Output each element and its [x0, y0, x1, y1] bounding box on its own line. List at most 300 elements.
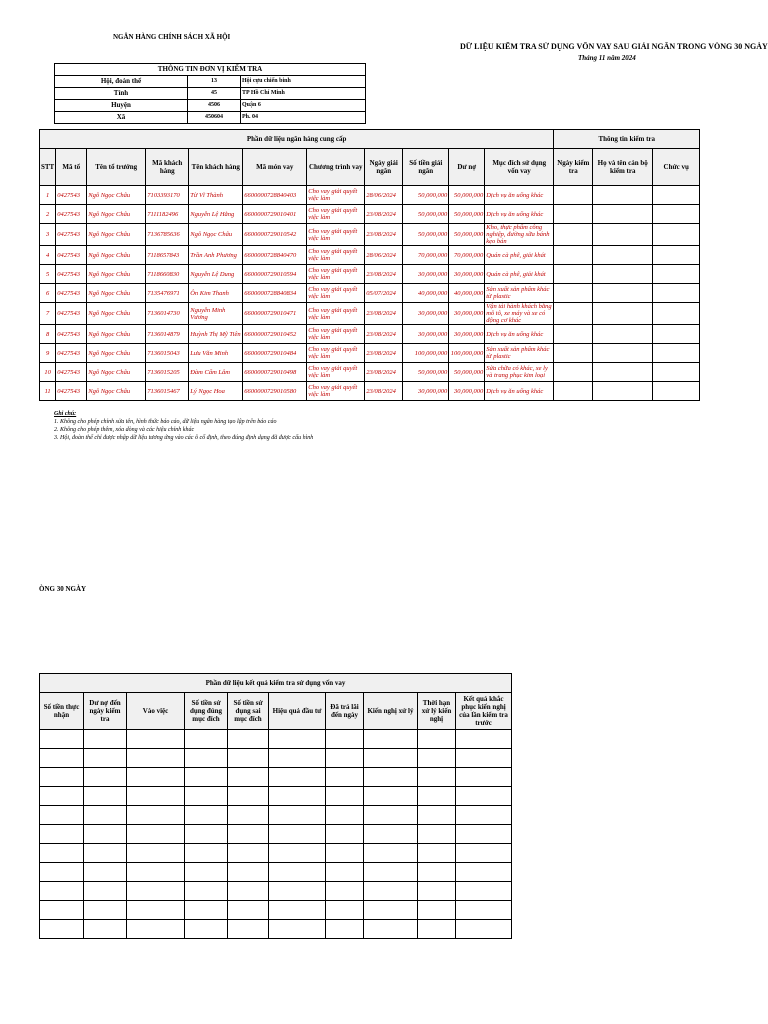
- table-cell: 30,000,000: [403, 382, 449, 401]
- input-cell[interactable]: [84, 920, 127, 939]
- input-cell[interactable]: [326, 768, 364, 787]
- input-cell[interactable]: [653, 186, 700, 205]
- table-cell: Ngô Ngọc Châu: [87, 325, 146, 344]
- table-cell: 23/08/2024: [365, 303, 403, 325]
- table-cell: 7136014879: [146, 325, 189, 344]
- input-cell[interactable]: [326, 844, 364, 863]
- column-header: Họ và tên cán bộ kiểm tra: [593, 149, 653, 186]
- input-cell[interactable]: [364, 768, 418, 787]
- input-cell[interactable]: [653, 205, 700, 224]
- input-cell[interactable]: [456, 901, 512, 920]
- input-cell[interactable]: [554, 186, 593, 205]
- input-cell[interactable]: [364, 882, 418, 901]
- table-cell: 6600000729010401: [243, 205, 307, 224]
- table-cell: 23/08/2024: [365, 344, 403, 363]
- input-cell[interactable]: [127, 882, 185, 901]
- input-cell[interactable]: [84, 825, 127, 844]
- input-cell[interactable]: [40, 787, 84, 806]
- input-cell[interactable]: [228, 749, 269, 768]
- table-cell: 7111182496: [146, 205, 189, 224]
- table-row: [40, 901, 512, 920]
- table-cell: 100,000,000: [449, 344, 485, 363]
- table-cell: 1: [40, 186, 56, 205]
- bank-data-group-header: Phần dữ liệu ngân hàng cung cấp: [40, 130, 554, 149]
- table-cell: Cho vay giải quyết việc làm: [307, 205, 365, 224]
- input-cell[interactable]: [40, 730, 84, 749]
- table-cell: Cho vay giải quyết việc làm: [307, 284, 365, 303]
- input-cell[interactable]: [554, 284, 593, 303]
- table-cell: 23/08/2024: [365, 363, 403, 382]
- input-cell[interactable]: [269, 787, 326, 806]
- table-cell: Cho vay giải quyết việc làm: [307, 363, 365, 382]
- input-cell[interactable]: [653, 344, 700, 363]
- input-cell[interactable]: [364, 901, 418, 920]
- input-cell[interactable]: [269, 730, 326, 749]
- table-cell: Huỳnh Thị Mỹ Tiên: [189, 325, 243, 344]
- input-cell[interactable]: [127, 920, 185, 939]
- table-cell: 0427543: [56, 205, 87, 224]
- input-cell[interactable]: [326, 920, 364, 939]
- input-cell[interactable]: [185, 749, 228, 768]
- input-cell[interactable]: [269, 768, 326, 787]
- column-header: Ngày giải ngân: [365, 149, 403, 186]
- unit-info-row: Tỉnh 45 TP Hồ Chí Minh: [55, 88, 366, 100]
- column-header: Thời hạn xử lý kiến nghị: [418, 693, 456, 730]
- input-cell[interactable]: [418, 901, 456, 920]
- input-cell[interactable]: [554, 363, 593, 382]
- input-cell[interactable]: [185, 920, 228, 939]
- table-cell: 11: [40, 382, 56, 401]
- input-cell[interactable]: [40, 901, 84, 920]
- note-item: 3. Hội, đoàn thể chỉ được nhập dữ liệu tương ứng vào các ô cố định, theo đúng định dạng đã được cấu hình: [54, 435, 314, 441]
- column-header: Dư nợ đến ngày kiểm tra: [84, 693, 127, 730]
- input-cell[interactable]: [228, 882, 269, 901]
- input-cell[interactable]: [593, 284, 653, 303]
- table-cell: Ngô Ngọc Châu: [87, 205, 146, 224]
- table-cell: 30,000,000: [449, 265, 485, 284]
- input-cell[interactable]: [228, 920, 269, 939]
- input-cell[interactable]: [554, 265, 593, 284]
- table-cell: 30,000,000: [449, 325, 485, 344]
- table-cell: Vận tải hành khách bằng mô tô, xe máy và xe có động cơ khác: [485, 303, 554, 325]
- note-item: 1. Không cho phép chỉnh sửa tên, hình thức báo cáo, dữ liệu ngân hàng tạo lập trên báo cáo: [54, 419, 277, 425]
- input-cell[interactable]: [456, 768, 512, 787]
- table-cell: Ôn Kim Thanh: [189, 284, 243, 303]
- table-row: [40, 265, 700, 284]
- table-row: [40, 844, 512, 863]
- table-cell: 2: [40, 205, 56, 224]
- input-cell[interactable]: [456, 844, 512, 863]
- table-cell: 6600000729010542: [243, 224, 307, 246]
- input-cell[interactable]: [418, 730, 456, 749]
- table-cell: 50,000,000: [403, 363, 449, 382]
- input-cell[interactable]: [593, 246, 653, 265]
- input-cell[interactable]: [653, 325, 700, 344]
- input-cell[interactable]: [653, 265, 700, 284]
- check-info-group-header: Thông tin kiểm tra: [554, 130, 700, 149]
- table-cell: 9: [40, 344, 56, 363]
- table-cell: Dịch vụ ăn uống khác: [485, 382, 554, 401]
- table-cell: 50,000,000: [449, 224, 485, 246]
- input-cell[interactable]: [653, 363, 700, 382]
- input-cell[interactable]: [127, 749, 185, 768]
- input-cell[interactable]: [84, 863, 127, 882]
- input-cell[interactable]: [185, 825, 228, 844]
- input-cell[interactable]: [593, 224, 653, 246]
- input-cell[interactable]: [269, 825, 326, 844]
- table-cell: 6: [40, 284, 56, 303]
- input-cell[interactable]: [185, 844, 228, 863]
- table-cell: Nguyễn Lệ Dung: [189, 265, 243, 284]
- column-header: Kết quả khắc phục kiến nghị của lần kiểm tra trước: [456, 693, 512, 730]
- column-header: Vào việc: [127, 693, 185, 730]
- table-cell: Ngô Ngọc Châu: [87, 363, 146, 382]
- table-cell: Kho, thực phẩm công nghiệp, đường sữa bánh kẹo bán: [485, 224, 554, 246]
- input-cell[interactable]: [554, 224, 593, 246]
- input-cell[interactable]: [593, 382, 653, 401]
- table-cell: 6600000729010452: [243, 325, 307, 344]
- input-cell[interactable]: [456, 882, 512, 901]
- table-cell: Cho vay giải quyết việc làm: [307, 382, 365, 401]
- input-cell[interactable]: [456, 787, 512, 806]
- table-cell: Cho vay giải quyết việc làm: [307, 344, 365, 363]
- table-cell: 0427543: [56, 246, 87, 265]
- column-header: Hiệu quả đầu tư: [269, 693, 326, 730]
- input-cell[interactable]: [554, 344, 593, 363]
- table-row: [40, 186, 700, 205]
- input-cell[interactable]: [228, 768, 269, 787]
- result-title: Phần dữ liệu kết quả kiểm tra sử dụng vốn vay: [40, 674, 512, 693]
- input-cell[interactable]: [418, 806, 456, 825]
- report-title: DỮ LIỆU KIỂM TRA SỬ DỤNG VỐN VAY SAU GIẢI NGÂN TRONG VÒNG 30 NGÀY: [460, 42, 768, 51]
- table-cell: 50,000,000: [449, 205, 485, 224]
- input-cell[interactable]: [185, 901, 228, 920]
- input-cell[interactable]: [228, 730, 269, 749]
- input-cell[interactable]: [554, 205, 593, 224]
- column-header: Kiến nghị xử lý: [364, 693, 418, 730]
- input-cell[interactable]: [653, 284, 700, 303]
- input-cell[interactable]: [456, 825, 512, 844]
- table-cell: Quán cà phê, giải khát: [485, 246, 554, 265]
- table-cell: 0427543: [56, 344, 87, 363]
- input-cell[interactable]: [364, 730, 418, 749]
- input-cell[interactable]: [554, 246, 593, 265]
- table-row: [40, 863, 512, 882]
- table-cell: Cho vay giải quyết việc làm: [307, 246, 365, 265]
- table-cell: 50,000,000: [449, 363, 485, 382]
- column-header: Ngày kiểm tra: [554, 149, 593, 186]
- input-cell[interactable]: [326, 901, 364, 920]
- input-cell[interactable]: [418, 844, 456, 863]
- table-cell: Cho vay giải quyết việc làm: [307, 186, 365, 205]
- input-cell[interactable]: [40, 844, 84, 863]
- input-cell[interactable]: [593, 303, 653, 325]
- input-cell[interactable]: [228, 806, 269, 825]
- table-row: [40, 825, 512, 844]
- table-cell: 28/06/2024: [365, 186, 403, 205]
- table-cell: 40,000,000: [403, 284, 449, 303]
- input-cell[interactable]: [84, 901, 127, 920]
- input-cell[interactable]: [554, 325, 593, 344]
- table-cell: Ngô Ngọc Châu: [87, 344, 146, 363]
- table-cell: 4: [40, 246, 56, 265]
- table-cell: Dịch vụ ăn uống khác: [485, 325, 554, 344]
- unit-info-table: [54, 63, 366, 124]
- input-cell[interactable]: [185, 863, 228, 882]
- input-cell[interactable]: [593, 205, 653, 224]
- input-cell[interactable]: [653, 224, 700, 246]
- input-cell[interactable]: [40, 749, 84, 768]
- table-cell: 50,000,000: [449, 186, 485, 205]
- input-cell[interactable]: [40, 768, 84, 787]
- table-cell: 6600000729010580: [243, 382, 307, 401]
- input-cell[interactable]: [326, 825, 364, 844]
- input-cell[interactable]: [456, 920, 512, 939]
- table-cell: 7103393170: [146, 186, 189, 205]
- table-cell: Sửa chữa có khác, xe ly và trang phục kim loại: [485, 363, 554, 382]
- input-cell[interactable]: [593, 344, 653, 363]
- table-cell: 100,000,000: [403, 344, 449, 363]
- input-cell[interactable]: [326, 787, 364, 806]
- table-cell: 0427543: [56, 363, 87, 382]
- table-row: [40, 363, 700, 382]
- table-cell: Ngô Ngọc Châu: [87, 303, 146, 325]
- table-cell: 7136785636: [146, 224, 189, 246]
- input-cell[interactable]: [185, 768, 228, 787]
- input-cell[interactable]: [84, 768, 127, 787]
- input-cell[interactable]: [228, 825, 269, 844]
- input-cell[interactable]: [269, 806, 326, 825]
- column-header: Mục đích sử dụng vốn vay: [485, 149, 554, 186]
- input-cell[interactable]: [326, 863, 364, 882]
- input-cell[interactable]: [40, 882, 84, 901]
- column-header: Chương trình vay: [307, 149, 365, 186]
- input-cell[interactable]: [653, 382, 700, 401]
- input-cell[interactable]: [127, 844, 185, 863]
- table-cell: 0427543: [56, 382, 87, 401]
- input-cell[interactable]: [418, 787, 456, 806]
- bank-name: NGÂN HÀNG CHÍNH SÁCH XÃ HỘI: [113, 33, 231, 41]
- input-cell[interactable]: [326, 882, 364, 901]
- table-cell: 0427543: [56, 284, 87, 303]
- table-cell: 6600000729010498: [243, 363, 307, 382]
- table-cell: 6600000728840403: [243, 186, 307, 205]
- input-cell[interactable]: [418, 768, 456, 787]
- table-cell: 23/08/2024: [365, 325, 403, 344]
- table-cell: Nguyễn Lệ Hằng: [189, 205, 243, 224]
- table-cell: 6600000729010471: [243, 303, 307, 325]
- table-cell: 7: [40, 303, 56, 325]
- input-cell[interactable]: [269, 863, 326, 882]
- unit-info-row: Xã 450604 Ph. 04: [55, 112, 366, 124]
- table-cell: 40,000,000: [449, 284, 485, 303]
- table-row: [40, 224, 700, 246]
- input-cell[interactable]: [593, 325, 653, 344]
- input-cell[interactable]: [364, 749, 418, 768]
- table-cell: 28/06/2024: [365, 246, 403, 265]
- table-cell: 7118657843: [146, 246, 189, 265]
- input-cell[interactable]: [127, 901, 185, 920]
- table-row: [40, 325, 700, 344]
- table-cell: 7136015043: [146, 344, 189, 363]
- table-cell: Cho vay giải quyết việc làm: [307, 325, 365, 344]
- table-cell: 6600000729010484: [243, 344, 307, 363]
- table-cell: 5: [40, 265, 56, 284]
- input-cell[interactable]: [228, 844, 269, 863]
- table-cell: 7118660830: [146, 265, 189, 284]
- input-cell[interactable]: [364, 806, 418, 825]
- table-row: [40, 920, 512, 939]
- input-cell[interactable]: [185, 730, 228, 749]
- table-row: [40, 730, 512, 749]
- input-cell[interactable]: [127, 730, 185, 749]
- table-row: [40, 205, 700, 224]
- input-cell[interactable]: [456, 749, 512, 768]
- input-cell[interactable]: [185, 882, 228, 901]
- input-cell[interactable]: [364, 787, 418, 806]
- column-header: Mã tổ: [56, 149, 87, 186]
- input-cell[interactable]: [127, 787, 185, 806]
- input-cell[interactable]: [127, 863, 185, 882]
- input-cell[interactable]: [84, 806, 127, 825]
- table-cell: Nguyễn Minh Vương: [189, 303, 243, 325]
- table-cell: 23/08/2024: [365, 205, 403, 224]
- input-cell[interactable]: [40, 920, 84, 939]
- column-header: Số tiền sử dụng sai mục đích: [228, 693, 269, 730]
- table-cell: 6600000728840834: [243, 284, 307, 303]
- input-cell[interactable]: [185, 806, 228, 825]
- input-cell[interactable]: [418, 825, 456, 844]
- table-cell: 30,000,000: [403, 303, 449, 325]
- input-cell[interactable]: [40, 863, 84, 882]
- input-cell[interactable]: [269, 882, 326, 901]
- table-cell: Cho vay giải quyết việc làm: [307, 265, 365, 284]
- table-cell: Lưu Văn Minh: [189, 344, 243, 363]
- input-cell[interactable]: [228, 863, 269, 882]
- unit-info-row: Huyện 4506 Quận 6: [55, 100, 366, 112]
- input-cell[interactable]: [364, 844, 418, 863]
- table-cell: 7135476971: [146, 284, 189, 303]
- check-result-table: [39, 673, 512, 939]
- table-cell: Ngô Ngọc Châu: [87, 186, 146, 205]
- unit-info-row: Hội, đoàn thể 13 Hội cựu chiến binh: [55, 76, 366, 88]
- input-cell[interactable]: [40, 806, 84, 825]
- input-cell[interactable]: [554, 303, 593, 325]
- input-cell[interactable]: [326, 806, 364, 825]
- unit-info-title: THÔNG TIN ĐƠN VỊ KIỂM TRA: [55, 64, 366, 76]
- table-cell: Lý Ngọc Hoa: [189, 382, 243, 401]
- input-cell[interactable]: [418, 863, 456, 882]
- input-cell[interactable]: [364, 825, 418, 844]
- table-cell: 30,000,000: [449, 382, 485, 401]
- table-cell: 0427543: [56, 224, 87, 246]
- input-cell[interactable]: [456, 806, 512, 825]
- input-cell[interactable]: [269, 844, 326, 863]
- table-row: [40, 382, 700, 401]
- table-cell: 30,000,000: [403, 265, 449, 284]
- notes: [54, 410, 313, 442]
- table-cell: 70,000,000: [449, 246, 485, 265]
- input-cell[interactable]: [84, 730, 127, 749]
- column-header: Chức vụ: [653, 149, 700, 186]
- input-cell[interactable]: [418, 920, 456, 939]
- table-row: [40, 284, 700, 303]
- input-cell[interactable]: [127, 768, 185, 787]
- column-header: Mã món vay: [243, 149, 307, 186]
- input-cell[interactable]: [40, 825, 84, 844]
- input-cell[interactable]: [653, 246, 700, 265]
- table-cell: Sản xuất sản phẩm khác từ plastic: [485, 284, 554, 303]
- input-cell[interactable]: [84, 844, 127, 863]
- input-cell[interactable]: [84, 882, 127, 901]
- input-cell[interactable]: [653, 303, 700, 325]
- table-cell: 23/08/2024: [365, 265, 403, 284]
- input-cell[interactable]: [228, 787, 269, 806]
- input-cell[interactable]: [456, 863, 512, 882]
- column-header: Tên khách hàng: [189, 149, 243, 186]
- table-cell: Cho vay giải quyết việc làm: [307, 303, 365, 325]
- input-cell[interactable]: [269, 901, 326, 920]
- column-header: Dư nợ: [449, 149, 485, 186]
- title-overflow-fragment: ÒNG 30 NGÀY: [39, 585, 87, 593]
- table-cell: Từ Vĩ Thành: [189, 186, 243, 205]
- input-cell[interactable]: [456, 730, 512, 749]
- input-cell[interactable]: [593, 265, 653, 284]
- input-cell[interactable]: [593, 186, 653, 205]
- table-cell: 0427543: [56, 186, 87, 205]
- input-cell[interactable]: [364, 920, 418, 939]
- input-cell[interactable]: [185, 787, 228, 806]
- column-header: Đã trả lãi đến ngày: [326, 693, 364, 730]
- input-cell[interactable]: [418, 749, 456, 768]
- table-cell: 3: [40, 224, 56, 246]
- table-cell: Sản xuất sản phẩm khác từ plastic: [485, 344, 554, 363]
- input-cell[interactable]: [269, 749, 326, 768]
- column-header: Tên tổ trưởng: [87, 149, 146, 186]
- table-cell: Quán cà phê, giải khát: [485, 265, 554, 284]
- input-cell[interactable]: [228, 901, 269, 920]
- input-cell[interactable]: [326, 730, 364, 749]
- loan-data-table: [39, 129, 700, 401]
- input-cell[interactable]: [84, 787, 127, 806]
- input-cell[interactable]: [269, 920, 326, 939]
- table-cell: 10: [40, 363, 56, 382]
- table-cell: Dịch vụ ăn uống khác: [485, 205, 554, 224]
- input-cell[interactable]: [127, 806, 185, 825]
- table-cell: Ngô Ngọc Châu: [87, 284, 146, 303]
- table-cell: Trần Anh Phương: [189, 246, 243, 265]
- input-cell[interactable]: [326, 749, 364, 768]
- table-row: [40, 787, 512, 806]
- column-header: Mã khách hàng: [146, 149, 189, 186]
- input-cell[interactable]: [593, 363, 653, 382]
- table-cell: 23/08/2024: [365, 224, 403, 246]
- table-cell: 0427543: [56, 265, 87, 284]
- table-cell: 30,000,000: [403, 325, 449, 344]
- table-cell: 05/07/2024: [365, 284, 403, 303]
- table-cell: Ngô Ngọc Châu: [87, 246, 146, 265]
- input-cell[interactable]: [364, 863, 418, 882]
- input-cell[interactable]: [418, 882, 456, 901]
- input-cell[interactable]: [127, 825, 185, 844]
- table-cell: 0427543: [56, 303, 87, 325]
- column-header: Số tiền sử dụng đúng mục đích: [185, 693, 228, 730]
- table-cell: 6600000729010594: [243, 265, 307, 284]
- column-header: Số tiền giải ngân: [403, 149, 449, 186]
- input-cell[interactable]: [84, 749, 127, 768]
- input-cell[interactable]: [554, 382, 593, 401]
- notes-heading: Ghi chú:: [54, 411, 77, 417]
